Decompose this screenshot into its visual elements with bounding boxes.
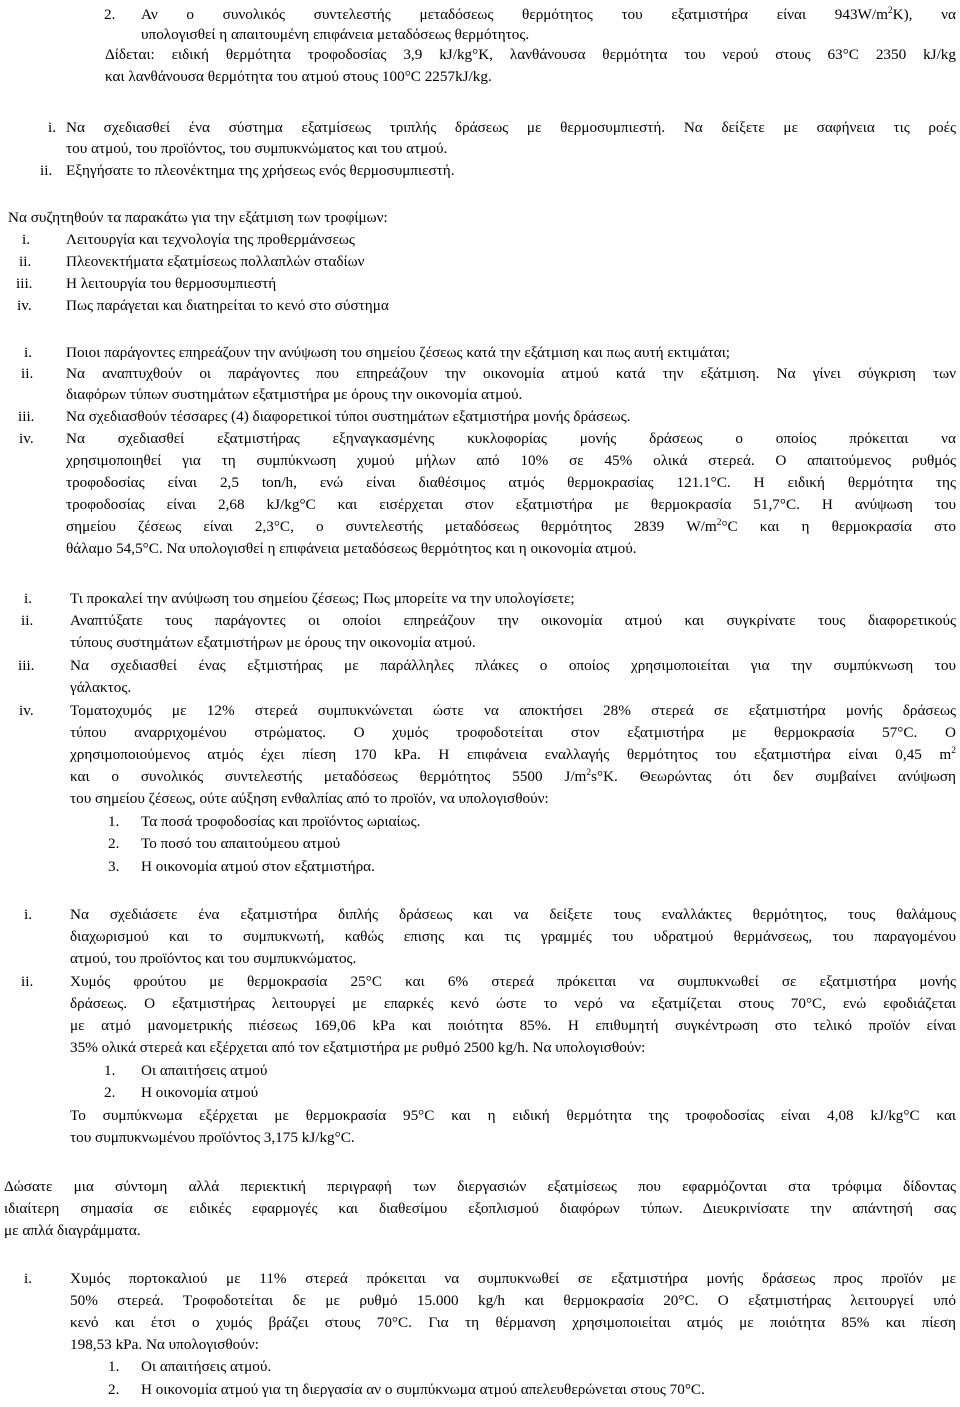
text-line: Να σχεδιάσετε ένα εξατμιστήρα διπλής δράσεως και να δείξετε τους εναλλάκτες θερμότητος, τους θαλάμους bbox=[70, 906, 956, 923]
text-line: Τι προκαλεί την ανύψωση του σημείου ζέσεως; Πως μπορείτε να την υπολογίσετε; bbox=[70, 590, 575, 607]
sub-item: Τα ποσά τροφοδοσίας και προϊόντος ωριαίως. bbox=[141, 813, 421, 830]
item-label: i. bbox=[24, 906, 33, 923]
list-item: Πλεονεκτήματα εξατμίσεως πολλαπλών σταδίων bbox=[66, 253, 365, 270]
sub-item: Η οικονομία ατμού στον εξατμιστήρα. bbox=[141, 858, 375, 875]
text-line: χρησιμοποιηθεί για τη συμπύκνωση χυμού μήλων από 10% σε 45% ολικά στερεά. Ο απαιτούμενος ρυθμός bbox=[66, 452, 956, 469]
text-line: θάλαμο 54,5°C. Να υπολογισθεί η επιφάνεια μεταδόσεως θερμότητος και η οικονομία ατμού. bbox=[66, 540, 637, 557]
text-line: 50% στερεά. Τροφοδοτείται δε με ρυθμό 15.000 kg/h και θερμοκρασία 20°C. Ο εξατμιστήρας λειτουργεί υπό bbox=[70, 1292, 956, 1309]
text-line: τροφοδοσίας είναι 2,5 ton/h, ενώ είναι διαθέσιμος ατμός θερμοκρασίας 121.1°C. Η ειδική θερμότητα της bbox=[66, 474, 956, 491]
sub-number: 3. bbox=[108, 858, 120, 875]
text-line: με απλά διαγράμματα. bbox=[4, 1222, 141, 1239]
text-line: του συμπυκνωμένου προϊόντος 3,175 kJ/kg°C. bbox=[70, 1129, 355, 1146]
heading: Να συζητηθούν τα παρακάτω για την εξάτμιση των τροφίμων: bbox=[8, 209, 388, 226]
text-line: Να αναπτυχθούν οι παράγοντες που επηρεάζουν την οικονομία ατμού κατά την εξάτμιση. Να γίνει σύγκριση των bbox=[66, 365, 956, 382]
text-line: Αν ο συνολικός συντελεστής μεταδόσεως θερμότητος του εξατμιστήρα είναι $943W/m^2K$), να bbox=[141, 6, 956, 23]
text-line: Χυμός πορτοκαλιού με 11% στερεά πρόκειται να συμπυκνωθεί σε εξατμιστήρα μονής δράσεως προς προϊόν με bbox=[70, 1270, 956, 1287]
text-line: Δώσατε μια σύντομη αλλά περιεκτική περιγραφή των διεργασιών εξατμίσεως που εφαρμόζονται στα τρόφιμα δίδοντας bbox=[4, 1178, 956, 1195]
text-line: του σημείου ζέσεως, ούτε αύξηση ενθαλπίας από το προϊόν, να υπολογισθούν: bbox=[70, 790, 549, 807]
item-label: ii. bbox=[21, 612, 34, 629]
sub-number: 1. bbox=[108, 1358, 120, 1375]
item-label: i. bbox=[24, 344, 33, 361]
item-label: i. bbox=[24, 1270, 33, 1287]
text-line: γάλακτος. bbox=[70, 679, 132, 696]
text-line: 198,53 kPa. Να υπολογισθούν: bbox=[70, 1336, 259, 1353]
list-item: Λειτουργία και τεχνολογία της προθερμάνσεως bbox=[66, 231, 355, 248]
text-line: Να σχεδιασθεί ένας εξτμιστήρας με παράλληλες πλάκες ο οποίος χρησιμοποιείται για την συμπύκνωση του bbox=[70, 657, 956, 674]
text-line: του ατμού, του προϊόντος, του συμπυκνώματος και του ατμού. bbox=[66, 140, 448, 157]
item-label: ii. bbox=[21, 365, 34, 382]
text-line: με ατμό μανομετρικής πιέσεως 169,06 kPa και ποιότητα 85%. Η επιθυμητή συγκέντρωση στο τελικό προϊόν είναι bbox=[70, 1017, 956, 1034]
sub-item: Οι απαιτήσεις ατμού. bbox=[141, 1358, 272, 1375]
text-line: 35% ολικά στερεά και εξέρχεται από τον εξατμιστήρα με ρυθμό 2500 kg/h. Να υπολογισθούν: bbox=[70, 1039, 646, 1056]
sub-item: Η οικονομία ατμού bbox=[141, 1084, 259, 1101]
item-label: ii. bbox=[40, 162, 53, 179]
text-line: τύπους συστημάτων εξατμιστήρων με όρους την οικονομία ατμού. bbox=[70, 634, 476, 651]
text-line: και λανθάνουσα θερμότητα του ατμού στους 100°C 2257kJ/kg. bbox=[105, 68, 492, 85]
text-line: Να σχεδιασθεί εξατμιστήρας εξηναγκασμένης κυκλοφορίας μονής δράσεως ο οποίος πρόκειται να bbox=[66, 430, 956, 447]
text-line: και ο συνολικός συντελεστής μεταδόσεως θερμότητος 5500 $J/m^2s^\circ K$. Θεωρώντας ότι δεν συμβαίνει ανύψωση bbox=[70, 768, 957, 785]
sub-number: 1. bbox=[108, 813, 120, 830]
text-line: Τοματοχυμός με 12% στερεά συμπυκνώνεται ώστε να αποκτήσει 28% στερεά σε εξατμιστήρα μονής δράσεως bbox=[70, 702, 956, 719]
text-line: ιδιαίτερη σημασία σε ειδικές εφαρμογές και διαθεσίμου εξοπλισμού διαφόρων τύπων. Διευκρινίσατε την απάντησή σας bbox=[4, 1200, 956, 1217]
item-label: i. bbox=[22, 231, 31, 248]
text-line: Χυμός φρούτου με θερμοκρασία 25°C και 6% στερεά πρόκειται να συμπυκνωθεί σε εξατμιστήρα μονής bbox=[70, 973, 956, 990]
text-line: χρησιμοποιούμενος ατμός έχει πίεση 170 kPa. Η επιφάνεια εναλλαγής θερμότητος του εξατμιστήρα είναι 0,45 $m^2$ bbox=[70, 746, 956, 763]
text-line: Ποιοι παράγοντες επηρεάζουν την ανύψωση του σημείου ζέσεως κατά την εξάτμιση και πως αυτή εκτιμάται; bbox=[66, 344, 731, 361]
text-line: διαφόρων τύπων συστημάτων εξατμιστήρα με όρους την οικονομία ατμού. bbox=[66, 386, 523, 403]
text-line: τροφοδοσίας είναι 2,68 kJ/kg°C και εισέρχεται στον εξατμιστήρα με θερμοκρασία 51,7°C. Η ανύψωση του bbox=[66, 496, 956, 513]
item-label: i. bbox=[24, 590, 33, 607]
text-line: Να σχεδιασθούν τέσσαρες (4) διαφορετικοί τύποι συστημάτων εξατμιστήρα μονής δράσεως. bbox=[66, 408, 631, 425]
problem-number: 2. bbox=[104, 6, 116, 23]
sub-item: Η οικονομία ατμού για τη διεργασία αν ο συμπύκνωμα ατμού απελευθερώνεται στους 70°C. bbox=[141, 1381, 705, 1398]
item-label: ii. bbox=[19, 253, 32, 270]
text-line: υπολογισθεί η απαιτουμένη επιφάνεια μεταδόσεως θερμότητος. bbox=[141, 26, 530, 43]
text-line: κενό και έτσι ο χυμός βράζει στους 70°C. Για τη θέρμανση χρησιμοποιείται ατμός με ποιότητα 85% και πίεση bbox=[70, 1314, 956, 1331]
text-line: τύπου αναρριχομένου στρώματος. Ο χυμός τροφοδοτείται στον εξατμιστήρα με θερμοκρασία 57°C. Ο bbox=[70, 724, 956, 741]
list-item: Η λειτουργία του θερμοσυμπιεστή bbox=[66, 275, 277, 292]
text-line: Δίδεται: ειδική θερμότητα τροφοδοσίας 3,9 kJ/kg°K, λανθάνουσα θερμότητα του νερού στους 63°C 2350 kJ/kg bbox=[105, 46, 956, 63]
item-label: iii. bbox=[18, 657, 35, 674]
text-line: διαχωρισμού και το συμπυκνωτή, καθώς επισης και τις γραμμές του υδρατμού θερμάνσεως, του παραγομένου bbox=[70, 928, 956, 945]
sub-number: 2. bbox=[108, 1381, 120, 1398]
item-label: iv. bbox=[19, 430, 34, 447]
text-line: Εξηγήσατε το πλεονέκτημα της χρήσεως ενός θερμοσυμπιεστή. bbox=[66, 162, 455, 179]
text-line: Αναπτύξατε τους παράγοντες οι οποίοι επηρεάζουν την οικονομία ατμού και συγκρίνατε τους διαφορετικούς bbox=[70, 612, 956, 629]
sub-item: Το ποσό του απαιτούμεου ατμού bbox=[141, 835, 341, 852]
sub-number: 2. bbox=[104, 1084, 116, 1101]
item-label: i. bbox=[48, 119, 57, 136]
item-label: ii. bbox=[21, 973, 34, 990]
sub-number: 2. bbox=[108, 835, 120, 852]
sub-item: Οι απαιτήσεις ατμού bbox=[141, 1062, 268, 1079]
text-line: δράσεως. Ο εξατμιστήρας λειτουργεί με επαρκές κενό ώστε το νερό να εξατμίζεται στους 70°C, ενώ εφοδιάζεται bbox=[70, 995, 956, 1012]
item-label: iv. bbox=[19, 702, 34, 719]
text-line: ατμού, του προϊόντος και του συμπυκνώματος. bbox=[70, 950, 357, 967]
item-label: iii. bbox=[16, 275, 33, 292]
text-line: Να σχεδιασθεί ένα σύστημα εξατμίσεως τριπλής δράσεως με θερμοσυμπιεστή. Να δείξετε με σαφήνεια τις ροές bbox=[66, 119, 956, 136]
item-label: iv. bbox=[17, 297, 32, 314]
list-item: Πως παράγεται και διατηρείται το κενό στο σύστημα bbox=[66, 297, 389, 314]
item-label: iii. bbox=[18, 408, 35, 425]
text-line: σημείου ζέσεως είναι 2,3°C, ο συντελεστής μεταδόσεως θερμότητος 2839 $W/m^2^\circ C$ και η θερμοκρασία στο bbox=[66, 518, 956, 535]
sub-number: 1. bbox=[104, 1062, 116, 1079]
text-line: Το συμπύκνωμα εξέρχεται με θερμοκρασία 95°C και η ειδική θερμότητα της τροφοδοσίας είναι 4,08 kJ/kg°C και bbox=[70, 1107, 956, 1124]
